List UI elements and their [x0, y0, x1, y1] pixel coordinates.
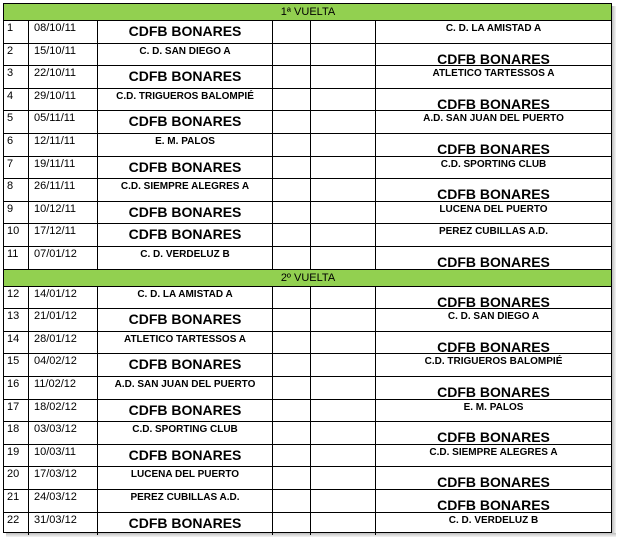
away-team-cell [376, 44, 611, 67]
home-score-cell [273, 247, 311, 270]
home-team: PEREZ CUBILLAS A.D. [130, 492, 240, 503]
home-score-cell [273, 422, 311, 445]
home-team-cell [98, 224, 273, 247]
match-row [4, 309, 611, 332]
away-team-cell [376, 89, 611, 112]
match-date: 24/03/12 [29, 490, 98, 513]
away-score-cell [311, 332, 376, 355]
home-team-cell [98, 247, 273, 270]
match-row [4, 111, 611, 134]
away-team-cell [376, 134, 611, 157]
match-date: 19/11/11 [29, 157, 98, 180]
away-team-cell [376, 66, 611, 89]
away-team: CDFB BONARES [437, 497, 550, 513]
match-date: 31/03/12 [29, 513, 98, 536]
match-date: 08/10/11 [29, 21, 98, 44]
away-team-cell [376, 224, 611, 247]
home-team-cell [98, 422, 273, 445]
match-row [4, 224, 611, 247]
match-number: 19 [4, 445, 29, 468]
home-team: CDFB BONARES [128, 113, 242, 130]
match-date: 28/01/12 [29, 332, 98, 355]
page-shadow-right [612, 6, 616, 536]
away-team: E. M. PALOS [463, 401, 524, 413]
away-team: CDFB BONARES [437, 95, 550, 112]
home-team-cell [98, 157, 273, 180]
match-row [4, 332, 611, 355]
away-team-cell [376, 445, 611, 468]
home-score-cell [273, 400, 311, 423]
home-score-cell [273, 332, 311, 355]
home-team: E. M. PALOS [155, 136, 215, 147]
match-row [4, 400, 611, 423]
away-team: A.D. SAN JUAN DEL PUERTO [423, 113, 564, 125]
home-team: CDFB BONARES [128, 68, 242, 85]
match-date: 12/11/11 [29, 134, 98, 157]
home-score-cell [273, 179, 311, 202]
away-score-cell [311, 247, 376, 270]
home-score-cell [273, 309, 311, 332]
home-team: C. D. VERDELUZ B [140, 249, 230, 260]
match-date: 10/03/11 [29, 445, 98, 468]
away-team-cell [376, 377, 611, 400]
away-score-cell [311, 202, 376, 225]
match-date: 07/01/12 [29, 247, 98, 270]
away-score-cell [311, 467, 376, 490]
away-team: CDFB BONARES [437, 254, 550, 270]
away-team: CDFB BONARES [437, 50, 550, 67]
home-team: C.D. TRIGUEROS BALOMPIÉ [116, 90, 254, 102]
home-score-cell [273, 224, 311, 247]
away-team: C.D. SPORTING CLUB [440, 158, 547, 170]
away-score-cell [311, 422, 376, 445]
match-row [4, 247, 611, 270]
away-team-cell [376, 309, 611, 332]
home-team-cell [98, 467, 273, 490]
home-score-cell [273, 134, 311, 157]
home-team: CDFB BONARES [128, 203, 242, 220]
match-number: 22 [4, 513, 29, 536]
home-score-cell [273, 111, 311, 134]
away-team-cell [376, 513, 611, 536]
home-team: C.D. SPORTING CLUB [132, 424, 238, 436]
home-score-cell [273, 157, 311, 180]
away-team-cell [376, 21, 611, 44]
home-team-cell [98, 377, 273, 400]
match-number: 20 [4, 467, 29, 490]
section-title: 1ª VUELTA [280, 6, 336, 18]
home-team: LUCENA DEL PUERTO [130, 469, 240, 481]
home-team-cell [98, 513, 273, 536]
away-score-cell [311, 134, 376, 157]
match-row [4, 89, 611, 112]
match-number: 3 [4, 66, 29, 89]
away-team-cell [376, 490, 611, 513]
home-team: A.D. SAN JUAN DEL PUERTO [114, 379, 256, 390]
home-team: C. D. LA AMISTAD A [137, 288, 233, 300]
match-row [4, 66, 611, 89]
match-row [4, 377, 611, 400]
away-team: C.D. SIEMPRE ALEGRES A [429, 446, 558, 458]
match-row [4, 21, 611, 44]
match-number: 9 [4, 202, 29, 225]
match-number: 18 [4, 422, 29, 445]
match-row [4, 490, 611, 513]
match-number: 7 [4, 157, 29, 180]
match-date: 26/11/11 [29, 179, 98, 202]
match-number: 21 [4, 490, 29, 513]
match-number: 4 [4, 89, 29, 112]
away-team: C. D. LA AMISTAD A [445, 23, 542, 34]
home-score-cell [273, 287, 311, 310]
match-row [4, 44, 611, 67]
away-team: C. D. VERDELUZ B [448, 514, 539, 526]
home-team: C.D. SIEMPRE ALEGRES A [120, 181, 250, 193]
away-score-cell [311, 490, 376, 513]
away-team-cell [376, 354, 611, 377]
match-number: 13 [4, 309, 29, 332]
away-team-cell [376, 287, 611, 310]
home-team: C. D. SAN DIEGO A [139, 45, 231, 57]
away-score-cell [311, 179, 376, 202]
home-team: CDFB BONARES [128, 226, 242, 243]
away-team-cell [376, 179, 611, 202]
match-row [4, 287, 611, 310]
match-row [4, 354, 611, 377]
away-team-cell [376, 247, 611, 270]
home-team: CDFB BONARES [128, 514, 242, 531]
match-number: 5 [4, 111, 29, 134]
away-score-cell [311, 44, 376, 67]
match-date: 17/12/11 [29, 224, 98, 247]
match-date: 21/01/12 [29, 309, 98, 332]
home-team-cell [98, 400, 273, 423]
home-team-cell [98, 134, 273, 157]
away-score-cell [311, 445, 376, 468]
home-score-cell [273, 513, 311, 536]
away-team-cell [376, 467, 611, 490]
match-date: 04/02/12 [29, 354, 98, 377]
home-score-cell [273, 490, 311, 513]
away-score-cell [311, 287, 376, 310]
home-score-cell [273, 89, 311, 112]
away-score-cell [311, 157, 376, 180]
home-team: ATLETICO TARTESSOS A [123, 333, 247, 345]
home-team-cell [98, 111, 273, 134]
match-date: 17/03/12 [29, 467, 98, 490]
home-team: CDFB BONARES [128, 356, 242, 373]
home-team: CDFB BONARES [128, 23, 242, 39]
away-team: CDFB BONARES [437, 384, 550, 400]
home-score-cell [273, 354, 311, 377]
match-number: 1 [4, 21, 29, 44]
match-number: 6 [4, 134, 29, 157]
home-score-cell [273, 467, 311, 490]
away-team-cell [376, 332, 611, 355]
section-header [4, 4, 611, 21]
match-date: 05/11/11 [29, 111, 98, 134]
home-team-cell [98, 287, 273, 310]
home-team: CDFB BONARES [128, 401, 242, 418]
away-score-cell [311, 513, 376, 536]
match-row [4, 157, 611, 180]
match-number: 10 [4, 224, 29, 247]
match-date: 29/10/11 [29, 89, 98, 112]
match-number: 12 [4, 287, 29, 310]
away-score-cell [311, 111, 376, 134]
match-date: 11/02/12 [29, 377, 98, 400]
away-team-cell [376, 422, 611, 445]
match-row [4, 179, 611, 202]
away-score-cell [311, 89, 376, 112]
home-team: CDFB BONARES [128, 446, 242, 463]
match-row [4, 467, 611, 490]
away-team: CDFB BONARES [437, 293, 550, 310]
home-team-cell [98, 202, 273, 225]
match-number: 14 [4, 332, 29, 355]
home-team: CDFB BONARES [128, 158, 242, 175]
away-team: CDFB BONARES [437, 474, 550, 490]
away-team: CDFB BONARES [437, 186, 550, 202]
match-number: 2 [4, 44, 29, 67]
away-team: PEREZ CUBILLAS A.D. [438, 226, 549, 238]
home-team-cell [98, 490, 273, 513]
match-row [4, 134, 611, 157]
home-score-cell [273, 445, 311, 468]
away-team-cell [376, 157, 611, 180]
home-team-cell [98, 309, 273, 332]
match-number: 11 [4, 247, 29, 270]
home-team-cell [98, 89, 273, 112]
away-team: CDFB BONARES [437, 338, 550, 355]
away-team: CDFB BONARES [437, 141, 550, 157]
section-header [4, 270, 611, 287]
away-score-cell [311, 400, 376, 423]
match-row [4, 422, 611, 445]
away-team-cell [376, 202, 611, 225]
away-team-cell [376, 400, 611, 423]
home-score-cell [273, 202, 311, 225]
fixture-table [3, 3, 612, 533]
match-row [4, 202, 611, 225]
home-team: CDFB BONARES [128, 311, 242, 328]
match-date: 15/10/11 [29, 44, 98, 67]
home-score-cell [273, 66, 311, 89]
away-team: C.D. TRIGUEROS BALOMPIÉ [424, 356, 563, 368]
home-score-cell [273, 377, 311, 400]
home-team-cell [98, 44, 273, 67]
away-score-cell [311, 377, 376, 400]
home-team-cell [98, 332, 273, 355]
match-date: 22/10/11 [29, 66, 98, 89]
home-team-cell [98, 21, 273, 44]
home-team-cell [98, 66, 273, 89]
away-score-cell [311, 66, 376, 89]
match-date: 14/01/12 [29, 287, 98, 310]
match-date: 10/12/11 [29, 202, 98, 225]
away-score-cell [311, 309, 376, 332]
away-team-cell [376, 111, 611, 134]
away-score-cell [311, 224, 376, 247]
away-score-cell [311, 21, 376, 44]
home-team-cell [98, 445, 273, 468]
match-number: 17 [4, 400, 29, 423]
match-date: 18/02/12 [29, 400, 98, 423]
match-number: 16 [4, 377, 29, 400]
away-team: CDFB BONARES [437, 429, 550, 445]
home-score-cell [273, 44, 311, 67]
match-row [4, 445, 611, 468]
home-score-cell [273, 21, 311, 44]
home-team-cell [98, 354, 273, 377]
home-team-cell [98, 179, 273, 202]
match-row [4, 513, 611, 536]
away-team: LUCENA DEL PUERTO [439, 203, 548, 215]
away-score-cell [311, 354, 376, 377]
away-team: C. D. SAN DIEGO A [447, 311, 540, 323]
away-team: ATLETICO TARTESSOS A [432, 68, 555, 80]
match-number: 8 [4, 179, 29, 202]
section-title: 2º VUELTA [280, 271, 336, 284]
match-date: 03/03/12 [29, 422, 98, 445]
match-number: 15 [4, 354, 29, 377]
